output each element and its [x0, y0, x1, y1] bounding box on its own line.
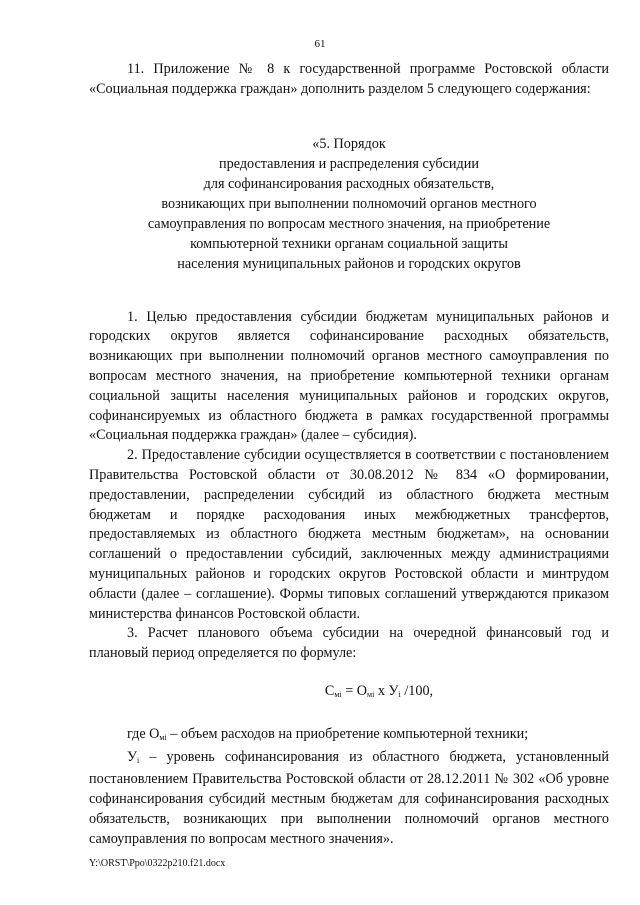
section-title-line: самоуправления по вопросам местного значения, на приобретение	[147, 215, 551, 232]
section-title-line: возникающих при выполнении полномочий органов местного	[161, 195, 537, 212]
section-title-line: компьютерной техники органам социальной защиты	[190, 235, 508, 252]
definition-u-sub: i	[137, 755, 140, 765]
paragraph-1: 1. Целью предоставления субсидии бюджетам муниципальных районов и городских округов является софинансирование расходных обязательств, возникающих при выполнении полномочий органов местного самоуправления по вопросам местного значения, на приобретение компьютерной техники органам социальной защиты населения муниципальных районов и городских округов, софинансируемых из областного бюджета в рамках государственной программы «Социальная поддержка граждан» (далее – субсидия).	[89, 308, 609, 444]
formula-c: С	[324, 682, 335, 699]
section-title-line: предоставления и распределения субсидии	[219, 155, 479, 172]
definition-u-prefix: У	[127, 748, 138, 765]
definition-u	[89, 748, 609, 850]
formula-mult: х	[374, 682, 389, 699]
section-title-line: «5. Порядок	[312, 135, 386, 152]
subsidy-formula	[149, 682, 609, 705]
section-title-line: населения муниципальных районов и городских округов	[177, 255, 521, 272]
formula-o: О	[356, 682, 368, 699]
formula-o-sub: мi	[367, 689, 375, 699]
paragraph-2: 2. Предоставление субсидии осуществляется в соответствии с постановлением Правительства Ростовской области от 30.08.2012 № 834 «О формировании, предоставлении, распределении субсидий из областного бюджета местным бюджетам и порядке расходования иных межбюджетных трансфертов, предоставляемых из областного бюджета местным бюджетам», на основании соглашений о предоставлении субсидий, заключенных между администрациями муниципальных районов и городских округов Ростовской области и минтрудом области (далее – соглашение). Формы типовых соглашений утверждаются приказом министерства финансов Ростовской области.	[89, 447, 609, 622]
definition-o-text: – объем расходов на приобретение компьютерной техники;	[166, 725, 529, 742]
formula-eq: =	[341, 682, 357, 699]
definition-u-text: – уровень софинансирования из областного бюджета, установленный постановлением Правительства Ростовской области от 28.12.2011 № 302 «Об уровне софинансирования субсидий местным бюджетам для софинансирования расходных обязательств, возникающих при выполнении полномочий органов местного самоуправления по вопросам местного значения».	[89, 748, 609, 847]
footer-file-path: Y:\ORST\Ppo\0322p210.f21.docx	[89, 858, 226, 869]
intro-paragraph: 11. Приложение № 8 к государственной программе Ростовской области «Социальная поддержка граждан» дополнить разделом 5 следующего содержания:	[89, 61, 609, 97]
definition-o-prefix: где О	[127, 725, 160, 742]
definition-o	[89, 725, 609, 748]
document-body	[89, 60, 609, 850]
formula-u-sub: i	[398, 689, 401, 699]
paragraph-3: 3. Расчет планового объема субсидии на очередной финансовый год и плановый период определяется по формуле:	[89, 625, 609, 662]
section-title-line: для софинансирования расходных обязательств,	[203, 175, 495, 192]
formula-c-sub: мi	[334, 689, 342, 699]
formula-u: У	[388, 682, 399, 699]
definition-o-sub: мi	[159, 732, 167, 742]
formula-tail: /100,	[400, 682, 434, 699]
page-number: 61	[314, 38, 326, 50]
section-title	[89, 134, 609, 274]
